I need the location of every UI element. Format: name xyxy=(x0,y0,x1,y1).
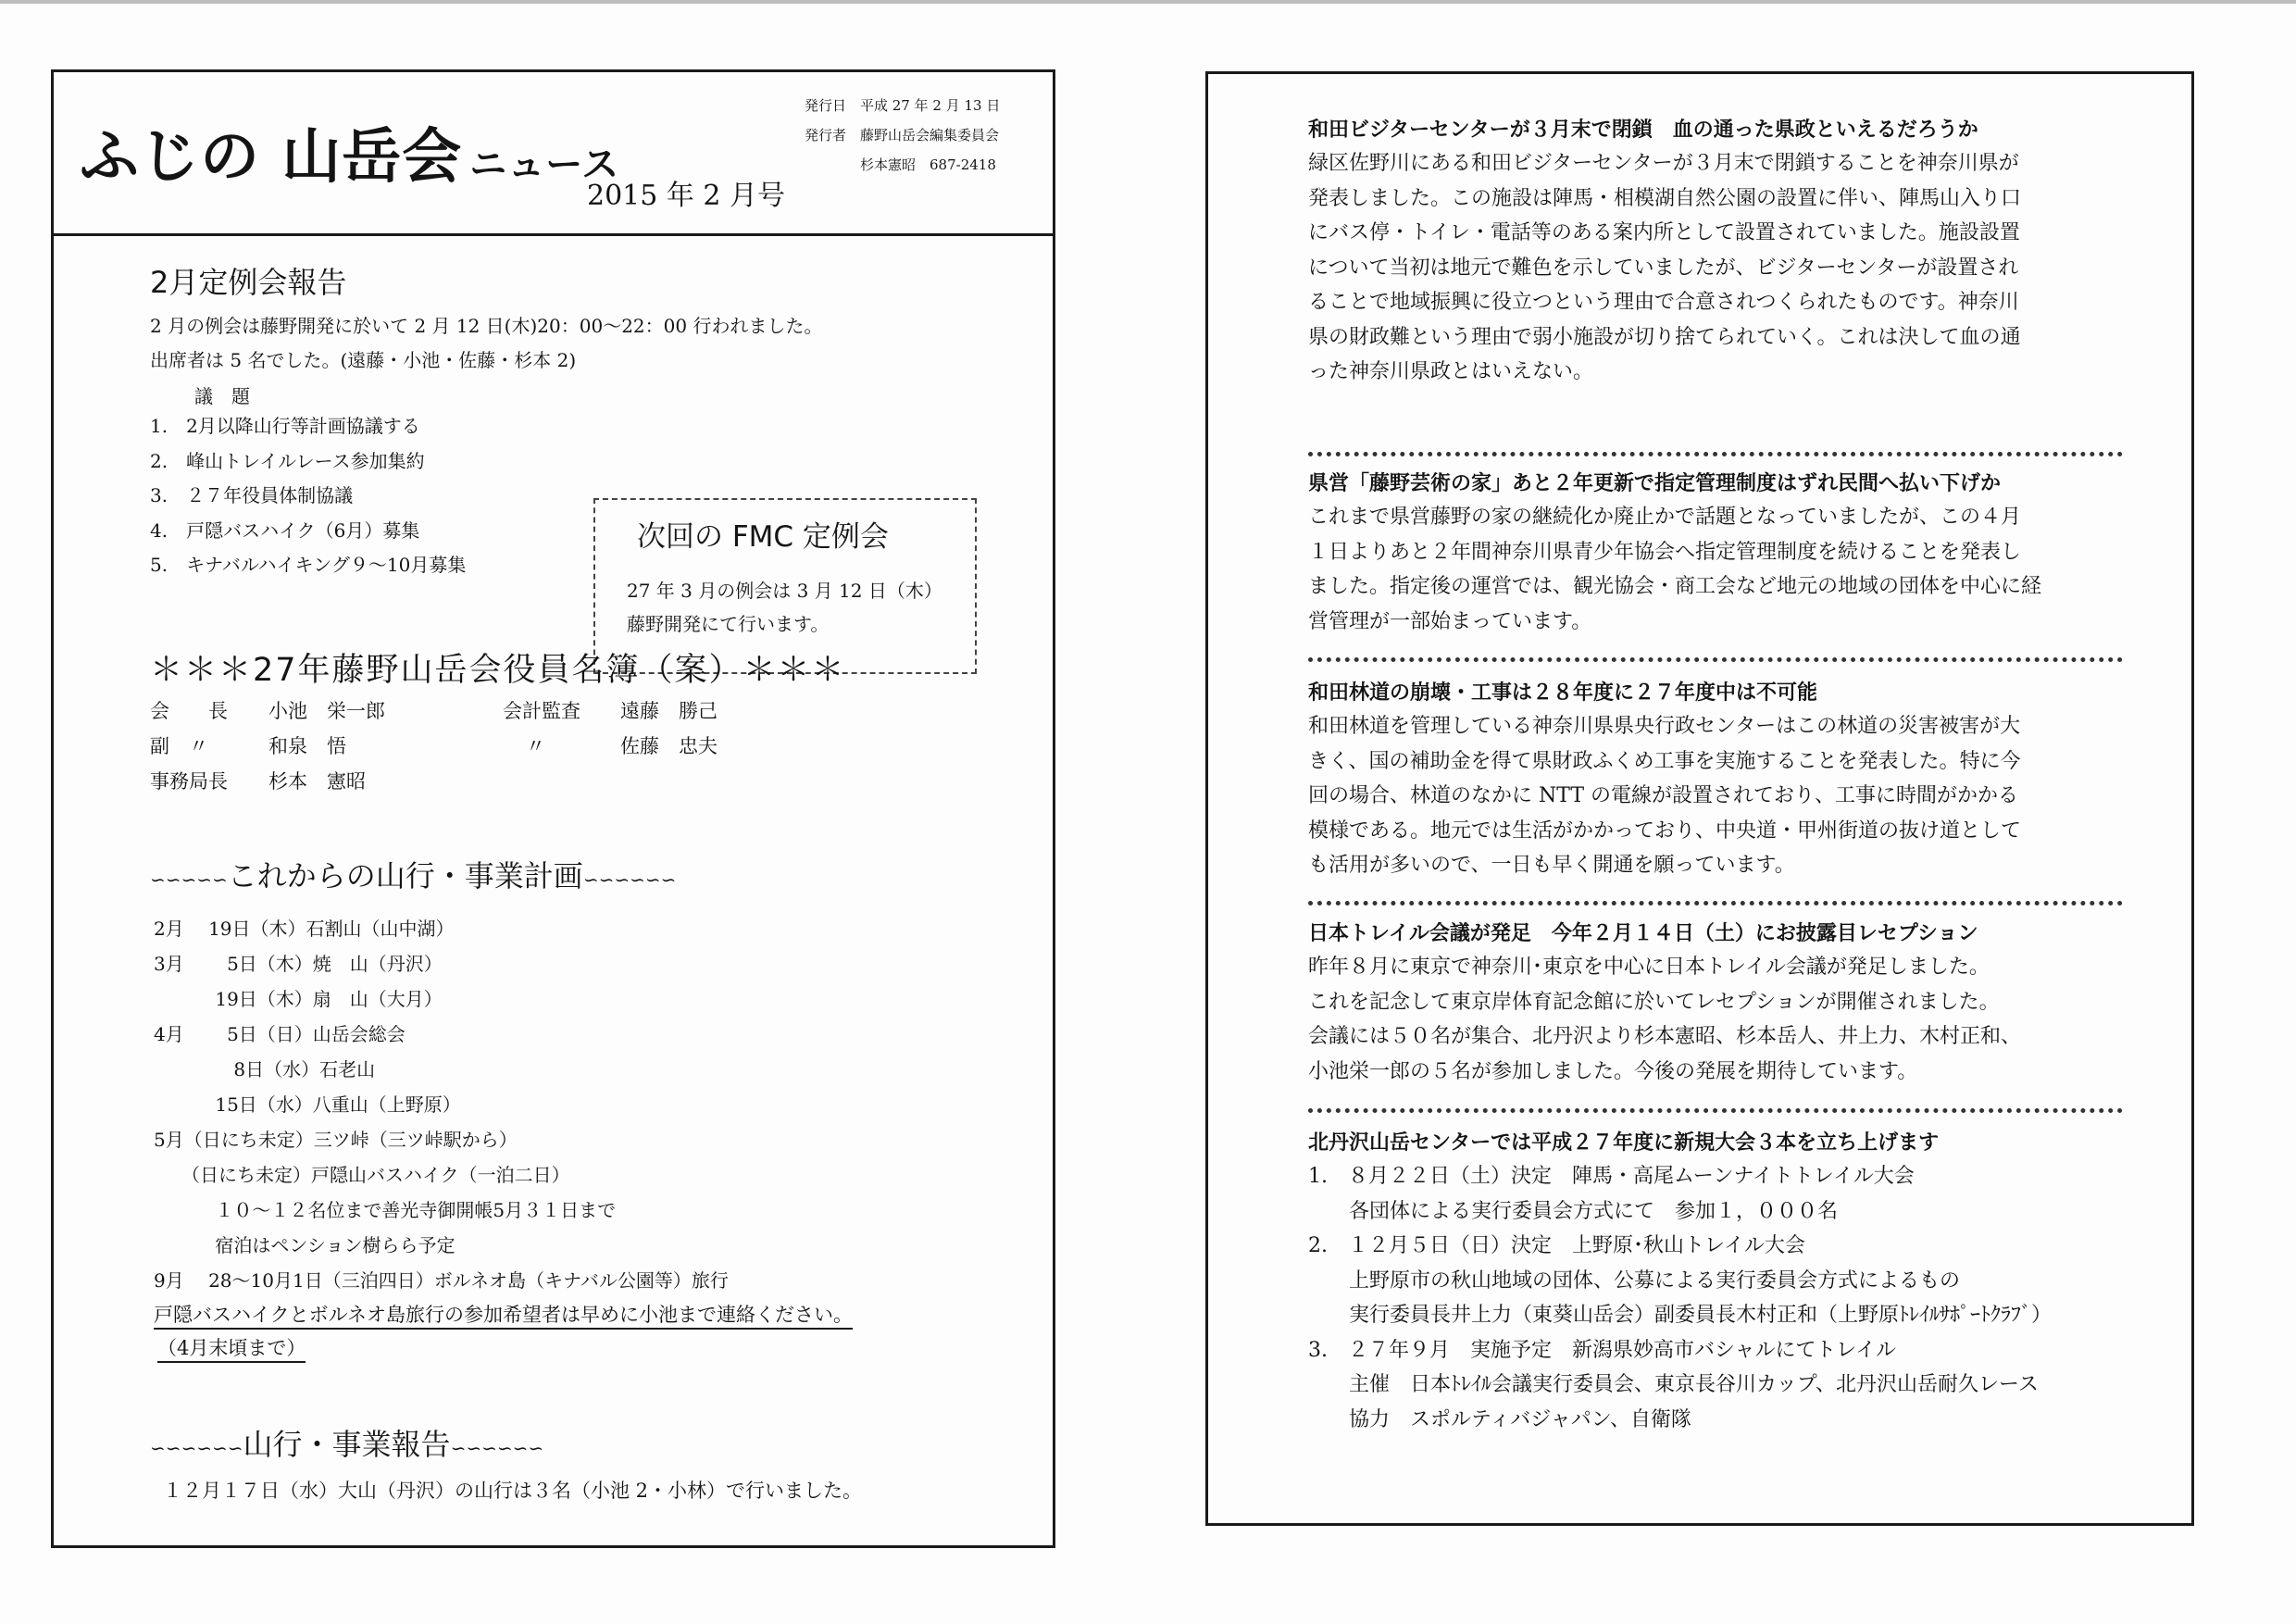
signup-notice-text: 戸隠バスハイクとボルネオ島旅行の参加希望者は早めに小池まで連絡ください。 xyxy=(154,1302,853,1330)
next-meeting-heading: 次回の FMC 定例会 xyxy=(637,520,889,554)
schedule-item: 4月 5日（日）山岳会総会 xyxy=(154,1023,406,1045)
article-line: 県の財政難という理由で弱小施設が切り捨てられていく。これは決して血の通 xyxy=(1308,325,2021,349)
officers-heading: ＊＊＊27年藤野山岳会役員名簿（案）＊＊＊ xyxy=(150,652,846,689)
schedule-list xyxy=(154,911,729,1298)
meeting-report-heading: 2月定例会報告 xyxy=(150,265,347,300)
officer-name: 小池 栄一郎 xyxy=(268,700,385,722)
right-page xyxy=(1205,71,2194,1526)
left-page xyxy=(51,69,1055,1548)
meeting-line: 出席者は 5 名でした。(遠藤・小池・佐藤・杉本 2) xyxy=(150,349,577,371)
article-line: １日よりあと２年間神奈川県青少年協会へ指定管理制度を続けることを発表し xyxy=(1308,540,2022,564)
agenda-item: 1. 2月以降山行等計画協議する xyxy=(150,415,420,437)
dotted-divider xyxy=(1308,452,2123,456)
schedule-item: 19日（木）扇 山（大月） xyxy=(154,988,443,1010)
article-body xyxy=(1308,950,2123,1089)
scan-edge xyxy=(0,0,2296,4)
agenda-item: 3. ２７年役員体制協議 xyxy=(150,484,354,506)
article-japan-trail-conference xyxy=(1308,917,2123,1089)
event-line: 上野原市の秋山地域の団体、公募による実行委員会方式によるもの xyxy=(1308,1268,1961,1293)
wave-deco: ∽∽∽∽∽∽ xyxy=(150,1437,243,1459)
article-line: 営管理が一部始まっています。 xyxy=(1308,609,1592,633)
issue-label: 2015 年 2 月号 xyxy=(587,180,786,212)
left-body xyxy=(54,235,1053,1548)
article-line: 会議には５０名が集合、北丹沢より杉本憲昭、杉本岳人、井上力、木村正和、 xyxy=(1308,1025,2022,1048)
article-line: これまで県営藤野の家の継続化か廃止かで話題となっていましたが、この４月 xyxy=(1308,506,2022,529)
event-line: 各団体による実行委員会方式にて 参加１，０００名 xyxy=(1308,1199,1839,1223)
dotted-divider xyxy=(1308,657,2123,662)
article-line: きく、国の補助金を得て県財政ふくめ工事を実施することを発表した。特に今 xyxy=(1308,749,2021,773)
schedule-item: 15日（水）八重山（上野原） xyxy=(154,1093,461,1116)
report-heading-row xyxy=(150,1421,543,1464)
agenda-heading: 議 題 xyxy=(194,385,250,407)
pub-date: 平成 27 年 2 月 13 日 xyxy=(860,97,1001,114)
newsletter-title xyxy=(80,109,619,194)
next-meeting-line: 27 年 3 月の例会は 3 月 12 日（木） xyxy=(627,580,942,602)
event-line: 実行委員長井上力（東葵山岳会）副委員長木村正和（上野原ﾄﾚｲﾙｻﾎﾟｰﾄｸﾗﾌﾞ） xyxy=(1308,1304,2053,1327)
article-headline: 和田林道の崩壊・工事は２８年度に２７年度中は不可能 xyxy=(1308,681,1818,705)
officer-name: 遠藤 勝己 xyxy=(620,700,718,722)
article-headline: 和田ビジターセンターが３月末で閉鎖 血の通った県政といえるだろうか xyxy=(1308,118,1978,142)
next-meeting-line: 藤野開発にて行います。 xyxy=(627,613,830,635)
article-line: 回の場合、林道のなかに NTT の電線が設置されており、工事に時間がかかる xyxy=(1308,784,2018,807)
schedule-item: 宿泊はペンション樹らら予定 xyxy=(154,1234,455,1256)
plans-heading: これからの山行・事業計画 xyxy=(227,858,583,893)
article-line: ました。指定後の運営では、観光協会・商工会など地元の地域の団体を中心に経 xyxy=(1308,575,2042,598)
article-body xyxy=(1308,146,2123,390)
agenda-item: 5. キナバルハイキング９～10月募集 xyxy=(150,554,467,576)
officer-role: 〃 xyxy=(526,735,545,757)
article-wada-visitor-center xyxy=(1308,113,2123,390)
publisher-label: 発行者 xyxy=(805,127,847,144)
article-line: 発表しました。この施設は陣馬・相模湖自然公園の設置に伴い、陣馬山入り口 xyxy=(1308,186,2022,210)
article-line: 模様である。地元では生活がかかっており、中央道・甲州街道の抜け道として xyxy=(1308,818,2022,843)
officer-role: 会 長 xyxy=(150,700,228,722)
event-line: 1. ８月２２日（土）決定 陣馬・高尾ムーンナイトトレイル大会 xyxy=(1308,1165,1915,1188)
dotted-divider xyxy=(1308,1108,2123,1113)
officer-name: 佐藤 忠夫 xyxy=(620,735,718,757)
agenda-item: 4. 戸隠バスハイク（6月）募集 xyxy=(150,518,420,542)
article-wada-forest-road xyxy=(1308,676,2123,883)
article-body xyxy=(1308,500,2123,639)
article-line: について当初は地元で難色を示していましたが、ビジターセンターが設置され xyxy=(1308,256,2019,280)
article-body xyxy=(1308,709,2123,883)
publisher: 藤野山岳会編集委員会 xyxy=(860,127,1000,144)
event-line: 協力 スポルティバジャパン、自衛隊 xyxy=(1308,1407,1692,1431)
event-line: 主催 日本ﾄﾚｲﾙ会議実行委員会、東京長谷川カップ、北丹沢山岳耐久レース xyxy=(1308,1373,2039,1396)
title-text: ふじの 山岳会 xyxy=(80,123,463,192)
article-headline: 日本トレイル会議が発足 今年２月１４日（土）にお披露目レセプション xyxy=(1308,921,1978,945)
article-line: ることで地域振興に役立つという理由で合意されつくられたものです。神奈川 xyxy=(1308,291,2019,314)
officer-role: 会計監査 xyxy=(503,700,580,722)
agenda-list xyxy=(150,409,466,583)
plans-heading-row xyxy=(150,853,676,895)
article-line: 昨年８月に東京で神奈川･東京を中心に日本トレイル会議が発足しました。 xyxy=(1308,956,1990,979)
schedule-item: 9月 28～10月1日（三泊四日）ボルネオ島（キナバル公園等）旅行 xyxy=(154,1269,729,1292)
masthead xyxy=(54,72,1053,236)
article-line: った神奈川県政とはいえない。 xyxy=(1308,360,1594,383)
article-headline: 北丹沢山岳センターでは平成２７年度に新規大会３本を立ち上げます xyxy=(1308,1131,1940,1155)
article-fujino-arts-house xyxy=(1308,467,2123,639)
pub-date-label: 発行日 xyxy=(805,97,847,114)
schedule-item: 5月（日にち未定）三ツ峠（三ツ峠駅から） xyxy=(154,1129,518,1151)
schedule-item: （日にち未定）戸隠山バスハイク（一泊二日） xyxy=(154,1164,570,1186)
publication-info xyxy=(805,91,1000,180)
officer-name: 和泉 悟 xyxy=(268,735,346,757)
article-line: 和田林道を管理している神奈川県県央行政センターはこの林道の災害被害が大 xyxy=(1308,715,2021,738)
article-line: 緑区佐野川にある和田ビジターセンターが３月末で閉鎖することを神奈川県が xyxy=(1308,152,2019,175)
report-heading: 山行・事業報告 xyxy=(243,1427,451,1462)
article-line: これを記念して東京岸体育記念館に於いてレセプションが開催されました。 xyxy=(1308,990,2000,1014)
agenda-item: 2. 峰山トレイルレース参加集約 xyxy=(150,449,425,472)
schedule-item: １０～１２名位まで善光寺御開帳5月３１日まで xyxy=(154,1199,617,1221)
article-line: 小池栄一郎の５名が参加しました。今後の発展を期待しています。 xyxy=(1308,1059,1918,1083)
wave-deco: ∽∽∽∽∽ xyxy=(150,868,228,891)
meeting-line: 2 月の例会は藤野開発に於いて 2 月 12 日(木)20：00～22：00 行われました。 xyxy=(150,315,823,337)
signup-deadline-text: （4月末頃まで） xyxy=(157,1335,306,1363)
schedule-item: 8日（水）石老山 xyxy=(154,1058,376,1081)
article-line: にバス停・トイレ・電話等のある案内所として設置されていました。施設設置 xyxy=(1308,221,2020,244)
article-line: も活用が多いので、一日も早く開通を願っています。 xyxy=(1308,854,1795,877)
wave-deco: ∽∽∽∽∽∽ xyxy=(450,1437,544,1459)
article-new-trail-events xyxy=(1308,1126,2123,1437)
signup-notice xyxy=(154,1302,853,1330)
dotted-divider xyxy=(1308,901,2123,906)
meeting-report-text xyxy=(150,309,822,378)
schedule-item: 2月 19日（木）石割山（山中湖） xyxy=(154,918,455,940)
officer-name: 杉本 憲昭 xyxy=(268,770,366,793)
schedule-item: 3月 5日（木）焼 山（丹沢） xyxy=(154,953,443,975)
event-line: 3. ２７年９月 実施予定 新潟県妙高市バシャルにてトレイル xyxy=(1308,1338,1897,1362)
officer-role: 事務局長 xyxy=(150,770,228,793)
report-line: １２月１７日（水）大山（丹沢）の山行は３名（小池 2・小林）で行いました。 xyxy=(163,1480,863,1502)
title-subtitle: ニュース xyxy=(469,144,620,186)
next-meeting-text xyxy=(627,574,942,641)
officer-role: 副 〃 xyxy=(150,735,208,757)
event-line: 2. １２月５日（日）決定 上野原･秋山トレイル大会 xyxy=(1308,1234,1805,1257)
signup-deadline xyxy=(157,1335,306,1363)
article-headline: 県営「藤野芸術の家」あと２年更新で指定管理制度はずれ民間へ払い下げか xyxy=(1308,471,2002,495)
contact: 杉本憲昭 687-2418 xyxy=(860,156,996,173)
wave-deco: ∽∽∽∽∽∽ xyxy=(582,868,677,891)
event-list xyxy=(1308,1159,2123,1437)
